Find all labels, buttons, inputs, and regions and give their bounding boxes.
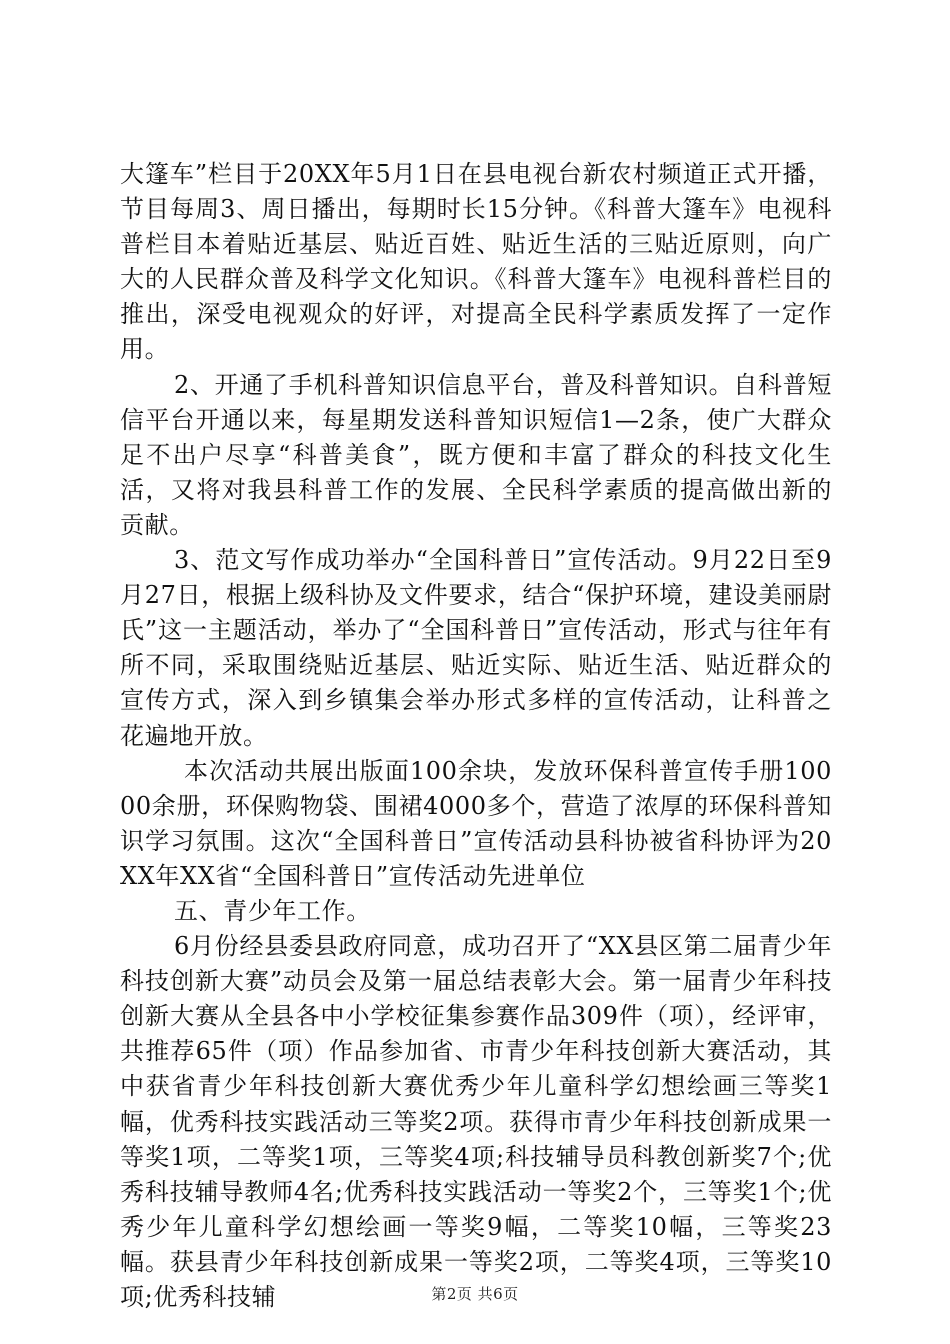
paragraph-kepu-dapengche-program: 大篷车”栏目于20XX年5月1日在县电视台新农村频道正式开播，节目每周3、周日播出，每期时长15分钟。《科普大篷车》电视科普栏目本着贴近基层、贴近百姓、贴近生活的三贴近原则，向广大的人民群众普及科学文化知识。《科普大篷车》电视科普栏目的推出，深受电视观众的好评，对提高全民科学素质发挥了一定作用。: [120, 160, 832, 364]
paragraph-science-day-event: 3、范文写作成功举办“全国科普日”宣传活动。9月22日至9月27日，根据上级科协及文件要求，结合“保护环境，建设美丽尉氏”这一主题活动，举办了“全国科普日”宣传活动，形式与往年有所不同，采取围绕贴近基层、贴近实际、贴近生活、贴近群众的宣传方式，深入到乡镇集会举办形式多样的宣传活动，让科普之花遍地开放。: [120, 546, 832, 750]
page-number-footer: 第2页 共6页: [431, 1285, 519, 1303]
document-body: [120, 157, 832, 1315]
paragraph-youth-innovation-contest: 6月份经县委县政府同意，成功召开了“XX县区第二届青少年科技创新大赛”动员会及第一届总结表彰大会。第一届青少年科技创新大赛从全县各中小学校征集参赛作品309件（项），经评审，共推荐65件（项）作品参加省、市青少年科技创新大赛活动，其中获省青少年科技创新大赛优秀少年儿童科学幻想绘画三等奖1幅，优秀科技实践活动三等奖2项。获得市青少年科技创新成果一等奖1项，二等奖1项，三等奖4项;科技辅导员科教创新奖7个;优秀科技辅导教师4名;优秀科技实践活动一等奖2个，三等奖1个;优秀少年儿童科学幻想绘画一等奖9幅，二等奖10幅，三等奖23幅。获县青少年科技创新成果一等奖2项，二等奖4项，三等奖10项;优秀科技辅: [120, 932, 832, 1311]
section-heading-youth-work: 五、青少年工作。: [174, 896, 371, 925]
paragraph-sms-platform: 2、开通了手机科普知识信息平台，普及科普知识。自科普短信平台开通以来，每星期发送科普知识短信1—2条，使广大群众足不出户尽享“科普美食”，既方便和丰富了群众的科技文化生活，又将对我县科普工作的发展、全民科学素质的提高做出新的贡献。: [120, 370, 832, 539]
paragraph-event-results: 本次活动共展出版面100余块，发放环保科普宣传手册10000余册，环保购物袋、围裙4000多个，营造了浓厚的环保科普知识学习氛围。这次“全国科普日”宣传活动县科协被省科协评为20XX年XX省“全国科普日”宣传活动先进单位: [120, 756, 832, 890]
